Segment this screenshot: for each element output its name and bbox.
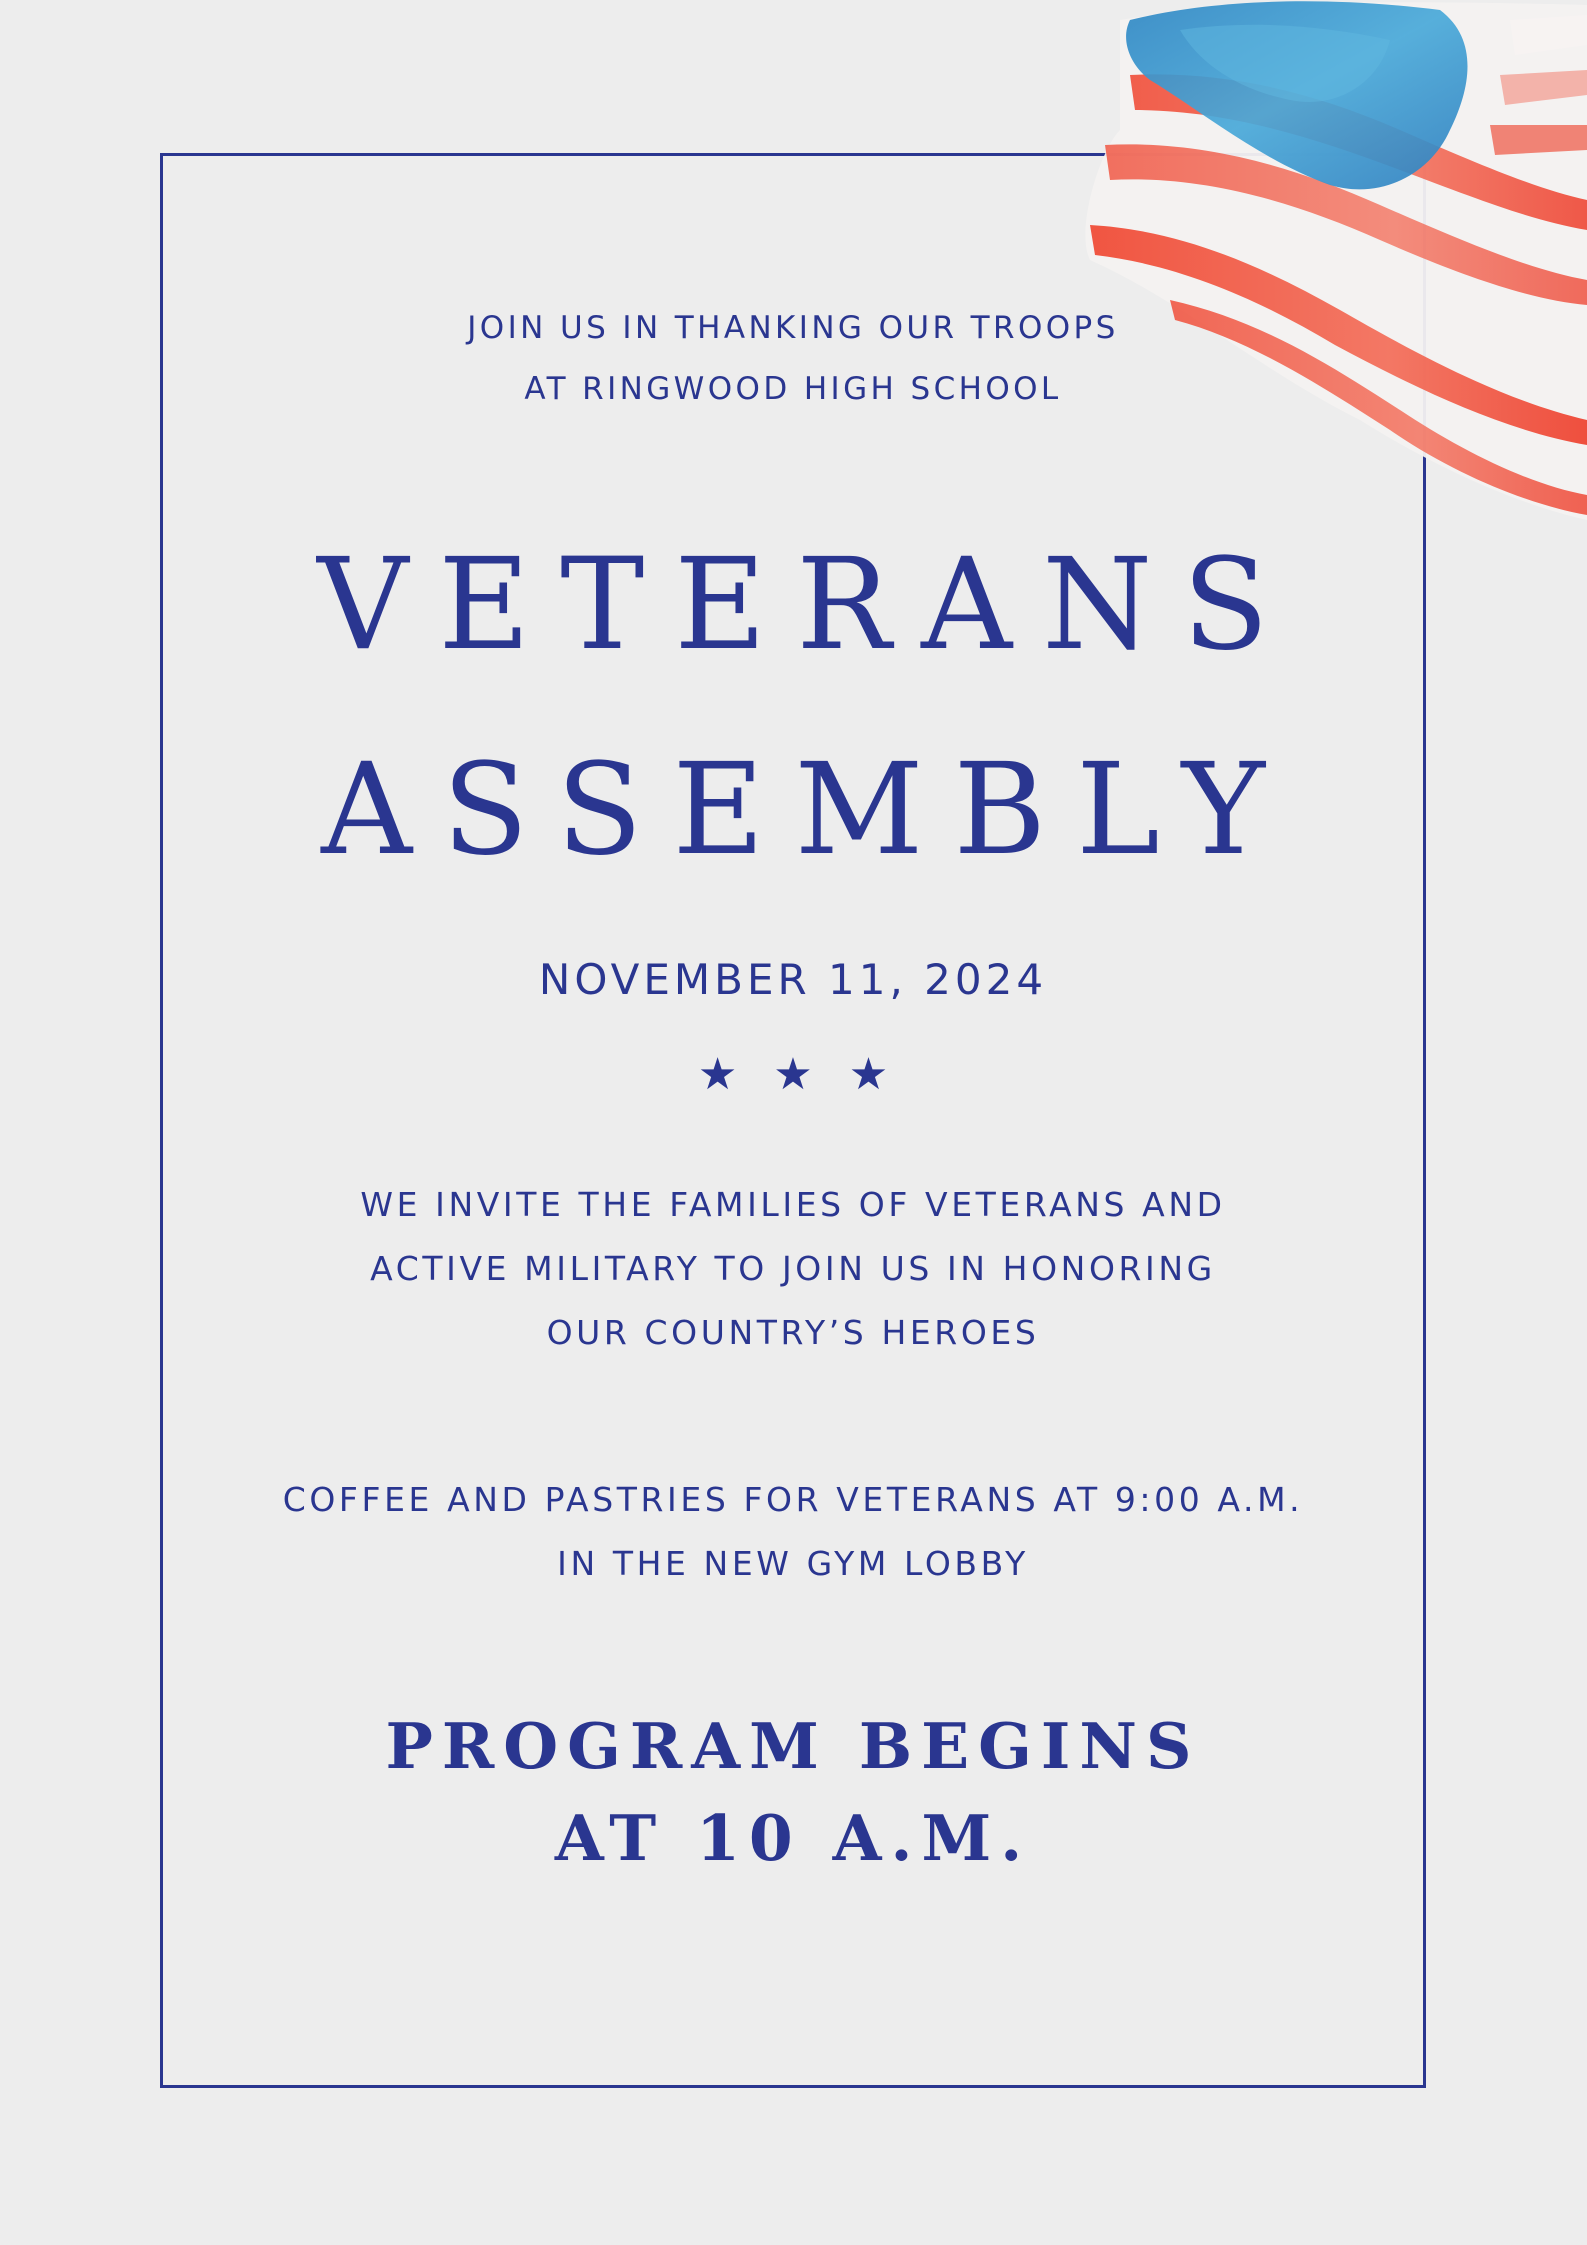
intro-line-1: JOIN US IN THANKING OUR TROOPS [467,310,1119,346]
invitation-line-3: OUR COUNTRY’S HEROES [546,1313,1040,1352]
program-line-2: AT 10 A.M. [554,1801,1032,1875]
event-date: NOVEMBER 11, 2024 [538,955,1048,1004]
coffee-line-2: IN THE NEW GYM LOBBY [557,1544,1029,1583]
title-line-2: ASSEMBLY [321,736,1295,883]
star-divider-icon: ★★★ [697,1049,925,1100]
program-line-1: PROGRAM BEGINS [385,1709,1201,1783]
program-start-text [160,1700,1426,1884]
coffee-text [160,1468,1426,1596]
title-line-1: VETERANS [317,531,1299,678]
intro-text [160,298,1426,420]
invitation-line-1: WE INVITE THE FAMILIES OF VETERANS AND [360,1185,1226,1224]
invitation-text [160,1173,1426,1365]
watercolor-flag-decoration [1060,0,1587,520]
coffee-line-1: COFFEE AND PASTRIES FOR VETERANS AT 9:00 A.M. [282,1480,1304,1519]
invitation-line-2: ACTIVE MILITARY TO JOIN US IN HONORING [370,1249,1216,1288]
intro-line-2: AT RINGWOOD HIGH SCHOOL [524,371,1062,407]
